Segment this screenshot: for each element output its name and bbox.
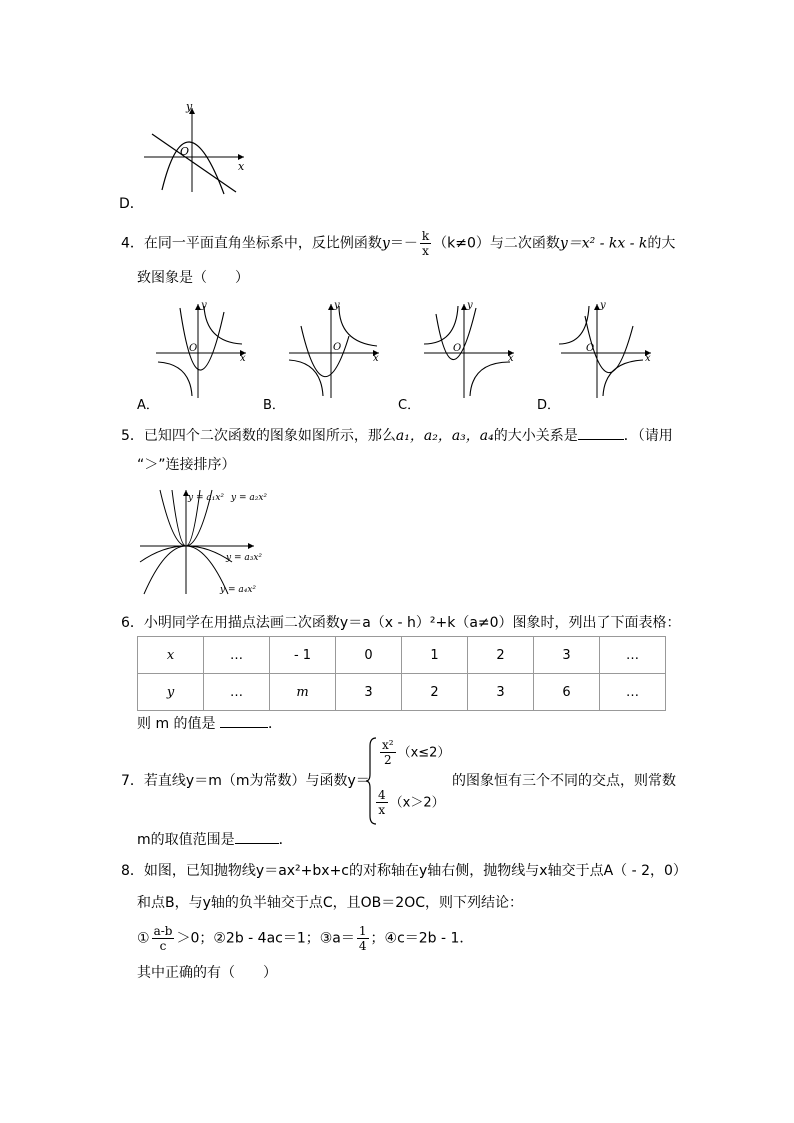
q7-case2: $\frac{4}{x}$ （x＞2）: [378, 788, 445, 817]
q5-line1: 5．已知四个二次函数的图象如图所示，那么a₁，a₂，a₃，a₄的大小关系是 ．（请用: [121, 428, 673, 444]
svg-text:x: x: [645, 353, 651, 364]
q4-fraction: $\frac{k}{x}$: [421, 229, 430, 258]
q4-option-b-graph: [283, 296, 383, 401]
svg-text:y: y: [334, 300, 340, 311]
svg-text:y: y: [467, 300, 473, 311]
label-a3: y = a₃x²: [226, 553, 263, 563]
svg-text:x: x: [238, 160, 245, 173]
q6-answer-line: 则 m 的值是 ．: [137, 716, 282, 732]
q7-answer-blank[interactable]: [235, 831, 279, 844]
label-a2: y = a₂x²: [231, 493, 268, 503]
q4-option-c-graph: [418, 296, 518, 401]
q5-answer-blank[interactable]: [578, 427, 624, 440]
q5-line2: “＞”连接排序）: [137, 457, 236, 473]
parabola: [301, 326, 349, 377]
q4-option-d-graph: [555, 296, 655, 401]
label-a4: y = a₄x²: [220, 585, 257, 595]
q7-case1: $\frac{\text{x²}}{2}$ （x≤2）: [382, 738, 451, 767]
q7-line2: m的取值范围是 ．: [137, 832, 293, 848]
label-a1: y = a₁x²: [188, 493, 225, 503]
q8-line2: 和点B，与y轴的负半轴交于点C，且OB＝2OC，则下列结论：: [137, 895, 523, 911]
q5-graph: [138, 488, 288, 596]
svg-text:x: x: [508, 353, 514, 364]
q6-answer-blank[interactable]: [220, 715, 268, 728]
hyperbola-upper: [204, 306, 242, 344]
table-row: x … - 1 0 1 2 3 …: [138, 637, 666, 674]
hyperbola-upper: [339, 306, 377, 346]
q8-line1: 8．如图，已知抛物线y＝ax²+bx+c的对称轴在y轴右侧，抛物线与x轴交于点A（ - 2，0）: [121, 863, 687, 879]
hyperbola-left: [559, 306, 589, 344]
q8-line4: 其中正确的有（ ）: [137, 965, 277, 981]
svg-text:O: O: [189, 343, 198, 354]
hyperbola-lower: [158, 362, 192, 396]
q4-option-c[interactable]: C．: [398, 398, 421, 413]
svg-text:O: O: [586, 343, 595, 354]
q6-table: [137, 636, 666, 711]
svg-text:O: O: [453, 343, 462, 354]
q4-line1: 4．在同一平面直角坐标系中，反比例函数y＝－ $\frac{k}{x}$ （k≠0）与二次函数y＝x² - kx - k的大: [121, 229, 676, 258]
q6-line1: 6．小明同学在用描点法画二次函数y＝a（x - h）²+k（a≠0）图象时，列出了下面表格：: [121, 615, 681, 631]
q4-option-a-graph: [150, 296, 250, 401]
q3-option-d-label: D．: [119, 196, 144, 212]
q4-option-b[interactable]: B．: [263, 398, 285, 413]
q7-line1-tail: 的图象恒有三个不同的交点，则常数: [452, 773, 676, 789]
q4-option-d[interactable]: D．: [537, 398, 561, 413]
svg-text:x: x: [373, 353, 379, 364]
svg-text:y: y: [201, 300, 207, 311]
table-row: y … m 3 2 3 6 …: [138, 674, 666, 711]
parabola: [162, 142, 224, 194]
hyperbola-right: [603, 360, 643, 396]
q4-line2: 致图象是（ ）: [137, 270, 249, 286]
q7-line1: 7．若直线y＝m（m为常数）与函数y＝: [121, 773, 370, 789]
q4-option-a[interactable]: A．: [137, 398, 159, 413]
svg-text:y: y: [600, 300, 606, 311]
hyperbola-right: [470, 362, 510, 396]
svg-text:y: y: [186, 100, 193, 113]
hyperbola-lower: [289, 360, 323, 396]
parabola: [180, 308, 224, 370]
svg-text:O: O: [180, 145, 190, 158]
svg-text:O: O: [333, 342, 342, 353]
q3-option-d-graph: [140, 100, 250, 195]
q8-line3: ① $\frac{a-b}{c}$ ＞0；②2b - 4ac＝1；③a＝ $\frac{1}{4}$ ；④c＝2b - 1．: [137, 924, 474, 953]
svg-text:x: x: [240, 353, 246, 364]
q4-number: 4．: [121, 235, 144, 252]
